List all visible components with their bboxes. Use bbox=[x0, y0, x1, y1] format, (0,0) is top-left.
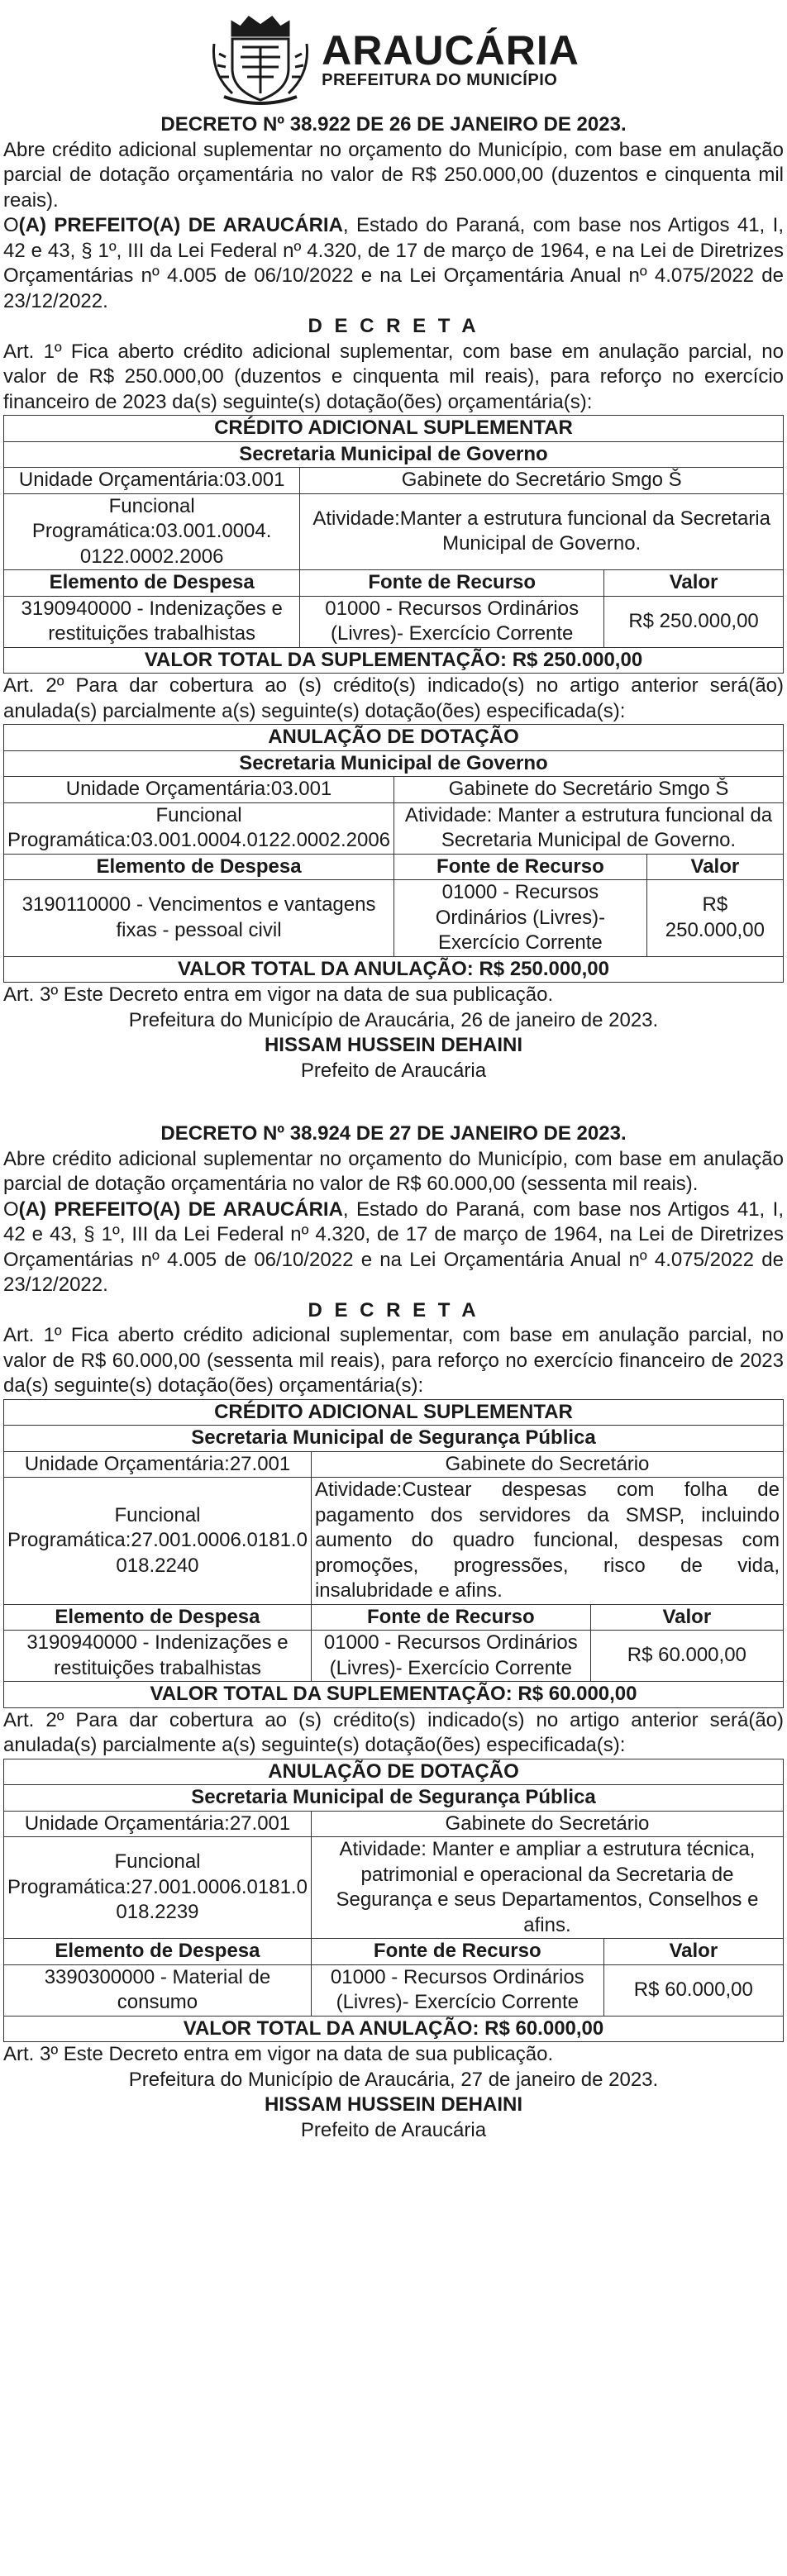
row-value: R$ 250.000,00 bbox=[604, 596, 784, 647]
col-value-header: Valor bbox=[590, 1604, 783, 1631]
preamble-lead: O bbox=[3, 214, 19, 236]
article-1: Art. 1º Fica aberto crédito adicional suplementar, com base em anulação parcial, no valor de R$ 250.000,00 (duzentos e cinquenta mil reais), para reforço no exercício financeiro de 2023 da(s) seguinte(s) dotação(ões) orçamentária(s): bbox=[3, 340, 784, 413]
place-date: Prefeitura do Município de Araucária, 27 de janeiro de 2023. bbox=[128, 2068, 659, 2091]
credit-secretariat: Secretaria Municipal de Governo bbox=[4, 441, 784, 468]
credit-func-label: Funcional Programática:03.001.0004. 0122.0002.2006 bbox=[4, 493, 300, 570]
col-value-header: Valor bbox=[646, 854, 783, 880]
credit-total: VALOR TOTAL DA SUPLEMENTAÇÃO: R$ 250.000,00 bbox=[4, 647, 784, 674]
article-1: Art. 1º Fica aberto crédito adicional suplementar, com base em anulação parcial, no valor de R$ 60.000,00 (sessenta mil reais), para reforço no exercício financeiro de 2023 da(s) seguinte(s) dotação(ões) orçamentária(s): bbox=[3, 1324, 784, 1397]
annulment-table bbox=[3, 724, 784, 983]
credit-total: VALOR TOTAL DA SUPLEMENTAÇÃO: R$ 60.000,00 bbox=[4, 1682, 784, 1708]
annul-unit-label: Unidade Orçamentária:03.001 bbox=[4, 777, 394, 803]
article-3: Art. 3º Este Decreto entra em vigor na data de sua publicação. bbox=[3, 983, 554, 1006]
col-source-header: Fonte de Recurso bbox=[311, 1604, 590, 1631]
brand-block bbox=[322, 27, 580, 89]
credit-table bbox=[3, 415, 784, 674]
row-source: 01000 - Recursos Ordinários (Livres)- Exercício Corrente bbox=[311, 1964, 603, 2016]
table-row bbox=[4, 880, 784, 957]
decree-1 bbox=[3, 112, 784, 1083]
annul-heading: ANULAÇÃO DE DOTAÇÃO bbox=[4, 1759, 784, 1785]
row-element: 3190940000 - Indenizações e restituições trabalhistas bbox=[4, 1631, 312, 1682]
credit-unit-label: Unidade Orçamentária:27.001 bbox=[4, 1451, 312, 1478]
annul-func-desc: Atividade: Manter a estrutura funcional da Secretaria Municipal de Governo. bbox=[394, 802, 784, 854]
article-2: Art. 2º Para dar cobertura ao (s) crédito(s) indicado(s) no artigo anterior será(ão) anulada(s) parcialmente a(s) seguinte(s) dotação(ões) especificada(s): bbox=[3, 674, 784, 722]
table-row bbox=[4, 1631, 784, 1682]
row-source: 01000 - Recursos Ordinários (Livres)- Exercício Corrente bbox=[300, 596, 604, 647]
row-element: 3190940000 - Indenizações e restituições trabalhistas bbox=[4, 596, 300, 647]
credit-heading: CRÉDITO ADICIONAL SUPLEMENTAR bbox=[4, 416, 784, 442]
preamble-lead: O bbox=[3, 1198, 19, 1221]
decreta-heading: D E C R E T A bbox=[308, 1298, 479, 1321]
annul-unit-desc: Gabinete do Secretário Smgo Š bbox=[394, 777, 784, 803]
decree-title: DECRETO Nº 38.924 DE 27 DE JANEIRO DE 2023. bbox=[160, 1122, 627, 1145]
col-source-header: Fonte de Recurso bbox=[394, 854, 647, 880]
decree-preamble bbox=[3, 213, 784, 314]
credit-unit-desc: Gabinete do Secretário bbox=[311, 1451, 783, 1478]
signer-role: Prefeito de Araucária bbox=[300, 2118, 487, 2141]
annul-func-label: Funcional Programática:27.001.0006.0181.0 018.2239 bbox=[4, 1837, 312, 1939]
brand-subtitle: PREFEITURA DO MUNICÍPIO bbox=[322, 71, 558, 89]
annul-total: VALOR TOTAL DA ANULAÇÃO: R$ 60.000,00 bbox=[4, 2016, 784, 2042]
annul-heading: ANULAÇÃO DE DOTAÇÃO bbox=[4, 725, 784, 751]
credit-func-label: Funcional Programática:27.001.0006.0181.0 018.2240 bbox=[4, 1478, 312, 1605]
credit-table bbox=[3, 1399, 784, 1708]
annul-secretariat: Secretaria Municipal de Segurança Pública bbox=[4, 1785, 784, 1812]
col-element-header: Elemento de Despesa bbox=[4, 854, 394, 880]
annul-unit-label: Unidade Orçamentária:27.001 bbox=[4, 1811, 312, 1837]
col-value-header: Valor bbox=[604, 570, 784, 597]
brand-name: ARAUCÁRIA bbox=[322, 27, 580, 74]
row-value: R$ 60.000,00 bbox=[590, 1631, 783, 1682]
preamble-text: , Estado do Paraná, com base nos Artigos 41, I, 42 e 43, § 1º, III da Lei Federal nº 4.320, de 17 de março de 1964, na Lei de Diretrizes Orçamentárias nº 4.005 de 06/10/2022 e na Lei Orçamentária Anual nº 4.075/2022 de 23/12/2022. bbox=[3, 1198, 784, 1296]
annul-secretariat: Secretaria Municipal de Governo bbox=[4, 750, 784, 777]
signer-role: Prefeito de Araucária bbox=[300, 1059, 487, 1082]
col-source-header: Fonte de Recurso bbox=[300, 570, 604, 597]
credit-unit-desc: Gabinete do Secretário Smgo Š bbox=[300, 468, 784, 494]
credit-func-desc: Atividade:Manter a estrutura funcional da Secretaria Municipal de Governo. bbox=[300, 493, 784, 570]
masthead bbox=[3, 0, 784, 112]
annulment-table bbox=[3, 1759, 784, 2043]
col-element-header: Elemento de Despesa bbox=[4, 1939, 312, 1965]
row-value: R$ 60.000,00 bbox=[603, 1964, 783, 2016]
row-source: 01000 - Recursos Ordinários (Livres)- Exercício Corrente bbox=[311, 1631, 590, 1682]
col-value-header: Valor bbox=[603, 1939, 783, 1965]
decreta-heading: D E C R E T A bbox=[308, 315, 479, 337]
decree-preamble bbox=[3, 1198, 784, 1298]
credit-func-desc: Atividade:Custear despesas com folha de pagamento dos servidores da SMSP, incluindo aumento do quadro funcional, despesas com promoções, progressões, risco de vida, insalubridade e afins. bbox=[311, 1478, 783, 1605]
decree-summary: Abre crédito adicional suplementar no orçamento do Município, com base em anulação parcial de dotação orçamentária no valor de R$ 250.000,00 (duzentos e cinquenta mil reais). bbox=[3, 138, 784, 212]
decree-2 bbox=[3, 1121, 784, 2143]
credit-heading: CRÉDITO ADICIONAL SUPLEMENTAR bbox=[4, 1399, 784, 1426]
row-value: R$ 250.000,00 bbox=[646, 880, 783, 957]
preamble-authority: (A) PREFEITO(A) DE ARAUCÁRIA bbox=[18, 214, 343, 236]
annul-total: VALOR TOTAL DA ANULAÇÃO: R$ 250.000,00 bbox=[4, 956, 784, 983]
credit-secretariat: Secretaria Municipal de Segurança Pública bbox=[4, 1426, 784, 1452]
signer-name: HISSAM HUSSEIN DEHAINI bbox=[264, 2093, 523, 2116]
section-gap bbox=[3, 1083, 784, 1121]
coat-of-arms-icon bbox=[207, 11, 313, 108]
signer-name: HISSAM HUSSEIN DEHAINI bbox=[264, 1034, 523, 1056]
col-element-header: Elemento de Despesa bbox=[4, 1604, 312, 1631]
col-source-header: Fonte de Recurso bbox=[311, 1939, 603, 1965]
annul-func-label: Funcional Programática:03.001.0004.0122.0002.2006 bbox=[4, 802, 394, 854]
place-date: Prefeitura do Município de Araucária, 26 de janeiro de 2023. bbox=[128, 1008, 659, 1031]
preamble-authority: (A) PREFEITO(A) DE ARAUCÁRIA bbox=[18, 1198, 343, 1221]
annul-func-desc: Atividade: Manter e ampliar a estrutura técnica, patrimonial e operacional da Secretaria de Segurança e seus Departamentos, Conselhos e afins. bbox=[311, 1837, 783, 1939]
row-element: 3190110000 - Vencimentos e vantagens fixas - pessoal civil bbox=[4, 880, 394, 957]
row-element: 3390300000 - Material de consumo bbox=[4, 1964, 312, 2016]
table-row bbox=[4, 596, 784, 647]
article-3: Art. 3º Este Decreto entra em vigor na data de sua publicação. bbox=[3, 2043, 554, 2065]
preamble-text: , Estado do Paraná, com base nos Artigos 41, I, 42 e 43, § 1º, III da Lei Federal nº 4.320, de 17 de março de 1964, e na Lei de Diretrizes Orçamentárias nº 4.005 de 06/10/2022 e na Lei Orçamentária Anual nº 4.075/2022 de 23/12/2022. bbox=[3, 214, 784, 312]
credit-unit-label: Unidade Orçamentária:03.001 bbox=[4, 468, 300, 494]
row-source: 01000 - Recursos Ordinários (Livres)- Exercício Corrente bbox=[394, 880, 647, 957]
annul-unit-desc: Gabinete do Secretário bbox=[311, 1811, 783, 1837]
decree-title: DECRETO Nº 38.922 DE 26 DE JANEIRO DE 2023. bbox=[160, 113, 627, 136]
decree-summary: Abre crédito adicional suplementar no orçamento do Município, com base em anulação parcial de dotação orçamentária no valor de R$ 60.000,00 (sessenta mil reais). bbox=[3, 1147, 784, 1195]
article-2: Art. 2º Para dar cobertura ao (s) crédito(s) indicado(s) no artigo anterior será(ão) anulada(s) parcialmente a(s) seguinte(s) dotação(ões) especificada(s): bbox=[3, 1708, 784, 1756]
col-element-header: Elemento de Despesa bbox=[4, 570, 300, 597]
table-row bbox=[4, 1964, 784, 2016]
